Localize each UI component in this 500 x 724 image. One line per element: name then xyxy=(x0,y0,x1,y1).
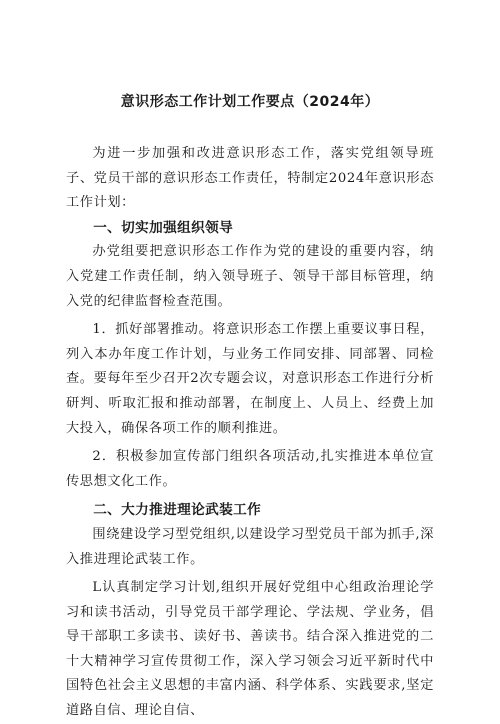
section-1-paragraph-2: 1．抓好部署推动。将意识形态工作摆上重要议事日程，列入本办年度工作计划，与业务工作同安排、同部署、同检查。要每年至少召开2次专题会议，对意识形态工作进行分析研判、听取汇报和推动部署，在制度上、人员上、经费上加大投入，确保各项工作的顺利推进。 xyxy=(66,322,434,436)
section-1-paragraph-3: 2．积极参加宣传部门组织各项活动,扎实推进本单位宣传思想文化工作。 xyxy=(66,449,434,489)
section-2-paragraph-2: L认真制定学习计划,组织开展好党组中心组政治理论学习和读书活动，引导党员干部学理论、学法规、学业务，倡导干部职工多读书、读好书、善读书。结合深入推进党的二十大精神学习宣传贯彻工作，深入学习领会习近平新时代中国特色社会主义思想的丰富内涵、科学体系、实践要求,坚定道路自信、理论自信、 xyxy=(66,580,434,719)
section-2-paragraph-1: 围绕建设学习型党组织,以建设学习型党员干部为抓手,深入推进理论武装工作。 xyxy=(66,526,434,567)
intro-paragraph: 为进一步加强和改进意识形态工作，落实党组领导班子、党员干部的意识形态工作责任，特制定2024年意识形态工作计划： xyxy=(66,146,434,211)
section-1-paragraph-1: 办党组要把意识形态工作作为党的建设的重要内容，纳入党建工作责任制，纳入领导班子、领导干部目标管理，纳入党的纪律监督检查范围。 xyxy=(66,244,434,309)
section-2-heading: 二、大力推进理论武装工作 xyxy=(93,502,262,519)
section-1-heading: 一、切实加强组织领导 xyxy=(93,219,234,236)
document-title: 意识形态工作计划工作要点（2024年） xyxy=(120,94,380,110)
